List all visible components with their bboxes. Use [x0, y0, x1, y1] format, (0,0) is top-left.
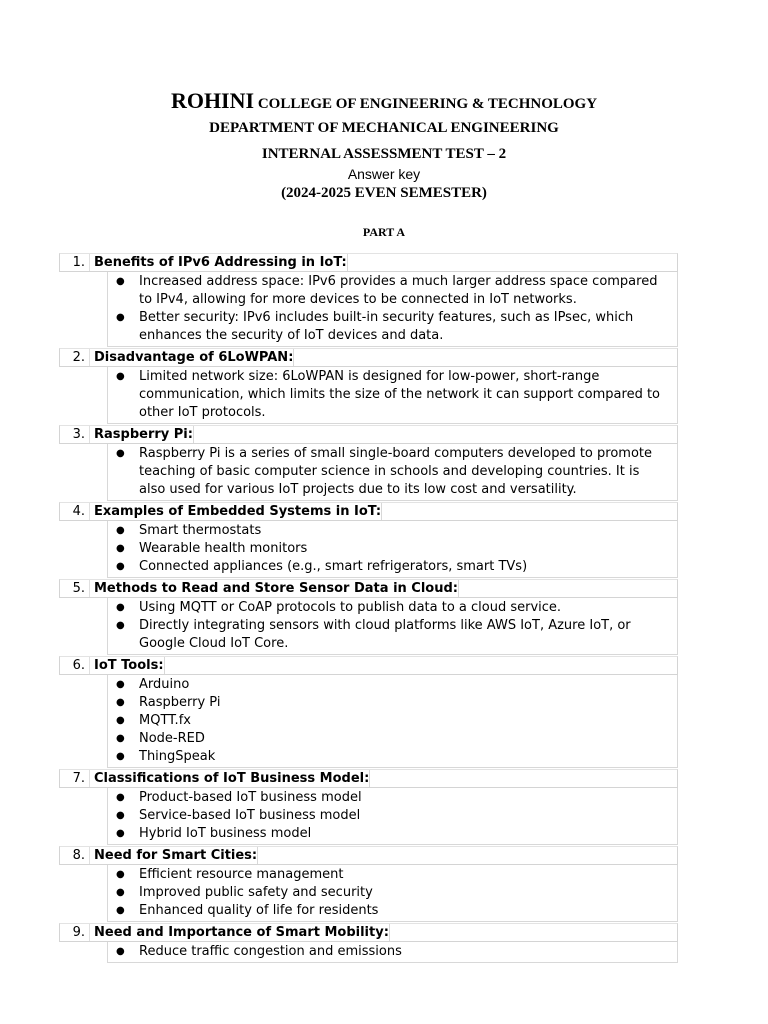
- question-number: 2.: [60, 349, 90, 366]
- bullet-icon: ●: [116, 905, 125, 916]
- bullet-icon: ●: [116, 751, 125, 762]
- answer-key-label: Answer key: [347, 166, 421, 182]
- question-number: 7.: [60, 770, 90, 787]
- bullet-icon: ●: [116, 792, 125, 803]
- answer-item: [108, 884, 677, 902]
- document-header: [0, 88, 768, 240]
- answer-item: [108, 694, 677, 712]
- question-number: 3.: [60, 426, 90, 443]
- answer-text: Raspberry Pi: [139, 695, 221, 710]
- answer-item: [108, 273, 677, 309]
- bullet-icon: ●: [116, 602, 125, 613]
- bullet-icon: ●: [116, 312, 125, 323]
- college-name-short: ROHINI: [170, 88, 255, 113]
- semester-label: (2024-2025 EVEN SEMESTER): [281, 185, 487, 201]
- question-row: [59, 923, 678, 942]
- answer-list: [108, 368, 677, 422]
- answer-block: [107, 444, 678, 501]
- bullet-icon: ●: [116, 733, 125, 744]
- answer-block: [107, 865, 678, 922]
- bullet-icon: ●: [116, 715, 125, 726]
- answer-block: [107, 942, 678, 963]
- answer-text: Node-RED: [139, 731, 205, 746]
- question-title: Classifications of IoT Business Model:: [90, 770, 370, 787]
- question-title: IoT Tools:: [90, 657, 165, 674]
- answer-item: [108, 368, 677, 422]
- question-title: Methods to Read and Store Sensor Data in Cloud:: [90, 580, 459, 597]
- answer-list: [108, 599, 677, 653]
- department-title: DEPARTMENT OF MECHANICAL ENGINEERING: [209, 120, 559, 136]
- answer-list: [108, 789, 677, 843]
- answer-text: Product-based IoT business model: [139, 790, 362, 805]
- answer-block: [107, 521, 678, 578]
- answer-text: Arduino: [139, 677, 190, 692]
- bullet-icon: ●: [116, 276, 125, 287]
- question-number: 6.: [60, 657, 90, 674]
- bullet-icon: ●: [116, 679, 125, 690]
- question-row: [59, 253, 678, 272]
- answer-item: [108, 730, 677, 748]
- answer-item: [108, 748, 677, 766]
- bullet-icon: ●: [116, 620, 125, 631]
- answer-item: [108, 712, 677, 730]
- bullet-icon: ●: [116, 525, 125, 536]
- answer-item: [108, 540, 677, 558]
- question-number: 8.: [60, 847, 90, 864]
- answer-item: [108, 943, 677, 961]
- answer-item: [108, 789, 677, 807]
- question-title: Disadvantage of 6LoWPAN:: [90, 349, 294, 366]
- bullet-icon: ●: [116, 561, 125, 572]
- question-row: [59, 348, 678, 367]
- answer-item: [108, 825, 677, 843]
- question-title: Examples of Embedded Systems in IoT:: [90, 503, 382, 520]
- answer-text: Better security: IPv6 includes built-in security features, such as IPsec, which enhances the security of IoT devices and data.: [139, 310, 634, 343]
- answer-block: [107, 272, 678, 347]
- answer-item: [108, 599, 677, 617]
- question-row: [59, 846, 678, 865]
- answer-text: Efficient resource management: [139, 867, 344, 882]
- question-row: [59, 579, 678, 598]
- answer-text: Limited network size: 6LoWPAN is designed for low-power, short-range communication, which limits the size of the network it can support compared to other IoT protocols.: [139, 369, 661, 420]
- answer-list: [108, 273, 677, 345]
- answer-item: [108, 866, 677, 884]
- question-number: 1.: [60, 254, 90, 271]
- answer-item: [108, 902, 677, 920]
- bullet-icon: ●: [116, 697, 125, 708]
- question-row: [59, 425, 678, 444]
- answer-text: Wearable health monitors: [139, 541, 308, 556]
- answer-text: ThingSpeak: [139, 749, 216, 764]
- question-number: 9.: [60, 924, 90, 941]
- answer-item: [108, 522, 677, 540]
- answer-text: Increased address space: IPv6 provides a much larger address space compared to IPv4, allowing for more devices to be connected in IoT networks.: [139, 274, 658, 307]
- question-number: 5.: [60, 580, 90, 597]
- answer-list: [108, 676, 677, 766]
- answer-item: [108, 807, 677, 825]
- question-row: [59, 502, 678, 521]
- answer-list: [108, 522, 677, 576]
- bullet-icon: ●: [116, 828, 125, 839]
- answer-item: [108, 617, 677, 653]
- question-list: [59, 252, 678, 963]
- answer-block: [107, 675, 678, 768]
- answer-block: [107, 598, 678, 655]
- college-name: [0, 88, 768, 117]
- answer-item: [108, 676, 677, 694]
- question-title: Need and Importance of Smart Mobility:: [90, 924, 390, 941]
- answer-list: [108, 445, 677, 499]
- answer-list: [108, 866, 677, 920]
- answer-block: [107, 367, 678, 424]
- question-title: Benefits of IPv6 Addressing in IoT:: [90, 254, 348, 271]
- answer-text: MQTT.fx: [139, 713, 191, 728]
- answer-text: Smart thermostats: [139, 523, 262, 538]
- answer-text: Enhanced quality of life for residents: [139, 903, 379, 918]
- question-row: [59, 656, 678, 675]
- question-row: [59, 769, 678, 788]
- bullet-icon: ●: [116, 887, 125, 898]
- bullet-icon: ●: [116, 810, 125, 821]
- answer-text: Using MQTT or CoAP protocols to publish data to a cloud service.: [139, 600, 562, 615]
- answer-text: Connected appliances (e.g., smart refrigerators, smart TVs): [139, 559, 528, 574]
- answer-item: [108, 445, 677, 499]
- answer-text: Service-based IoT business model: [139, 808, 361, 823]
- part-label: PART A: [362, 225, 406, 239]
- bullet-icon: ●: [116, 869, 125, 880]
- bullet-icon: ●: [116, 543, 125, 554]
- answer-item: [108, 309, 677, 345]
- answer-list: [108, 943, 677, 961]
- bullet-icon: ●: [116, 946, 125, 957]
- test-title: INTERNAL ASSESSMENT TEST – 2: [261, 146, 507, 162]
- question-title: Need for Smart Cities:: [90, 847, 258, 864]
- answer-text: Raspberry Pi is a series of small single-board computers developed to promote teaching of basic computer science in schools and developing countries. It is also used for various IoT projects due to its low cost and versatility.: [139, 446, 652, 497]
- bullet-icon: ●: [116, 448, 125, 459]
- college-name-rest: COLLEGE OF ENGINEERING & TECHNOLOGY: [254, 96, 598, 112]
- question-number: 4.: [60, 503, 90, 520]
- answer-item: [108, 558, 677, 576]
- answer-text: Hybrid IoT business model: [139, 826, 312, 841]
- answer-block: [107, 788, 678, 845]
- answer-text: Reduce traffic congestion and emissions: [139, 944, 402, 959]
- answer-text: Improved public safety and security: [139, 885, 373, 900]
- bullet-icon: ●: [116, 371, 125, 382]
- answer-text: Directly integrating sensors with cloud platforms like AWS IoT, Azure IoT, or Google Cloud IoT Core.: [139, 618, 631, 651]
- question-title: Raspberry Pi:: [90, 426, 194, 443]
